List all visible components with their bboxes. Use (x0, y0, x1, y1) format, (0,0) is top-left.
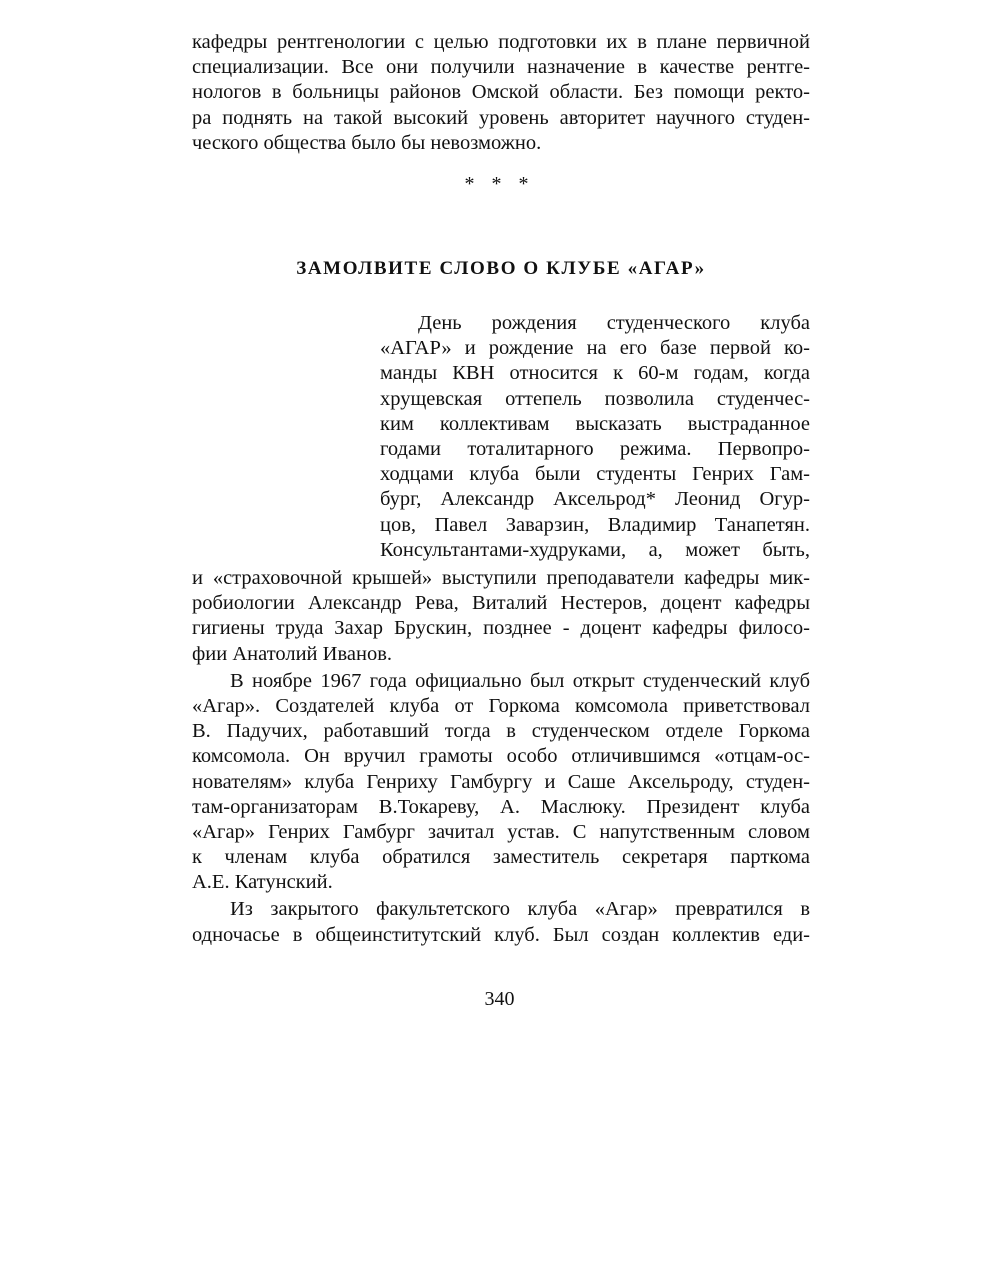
text-line: «Агар» Генрих Гамбург зачитал устав. С напутственным словом (192, 820, 810, 843)
main-text (192, 566, 810, 948)
text-line: манды КВН относится к 60-м годам, когда (380, 362, 810, 385)
section-asterism: * * * (464, 173, 535, 195)
page-number: 340 (484, 988, 515, 1010)
text-line: одночасье в общеинститутский клуб. Был создан коллектив еди- (192, 923, 810, 946)
text-line: ра поднять на такой высокий уровень авторитет научного студен- (192, 106, 810, 129)
text-line: и «страховочной крышей» выступили преподаватели кафедры мик- (192, 567, 810, 589)
text-line: День рождения студенческого клуба (418, 312, 810, 334)
text-line: «Агар». Создателей клуба от Горкома комсомола приветствовал (192, 694, 810, 717)
text-line: там-организаторам В.Токареву, А. Маслюку. Президент клуба (192, 795, 810, 818)
text-line: цов, Павел Заварзин, Владимир Танапетян. (380, 513, 810, 536)
text-line: бург, Александр Аксельрод* Леонид Огур- (380, 488, 810, 511)
text-line: нологов в больницы районов Омской области. Без помощи ректо- (192, 81, 810, 104)
text-line: Консультантами-худруками, а, может быть, (380, 538, 810, 561)
text-line: гигиены труда Захар Брускин, позднее - доцент кафедры филосо- (192, 617, 810, 640)
text-line: фии Анатолий Иванов. (192, 642, 392, 665)
text-line: В ноябре 1967 года официально был открыт студенческий клуб (230, 669, 810, 692)
text-line: годами тоталитарного режима. Первопро- (380, 437, 810, 460)
text-line: кафедры рентгенологии с целью подготовки их в плане первичной (192, 31, 810, 53)
section-heading: ЗАМОЛВИТЕ СЛОВО О КЛУБЕ «АГАР» (296, 258, 706, 279)
text-line: ким коллективам высказать выстраданное (380, 412, 810, 435)
text-line: нователям» клуба Генриху Гамбургу и Саше Аксельроду, студен- (192, 770, 810, 793)
continued-paragraph (192, 30, 810, 156)
text-line: ходцами клуба были студенты Генрих Гам- (380, 463, 810, 486)
text-line: специализации. Все они получили назначение в качестве рентге- (192, 56, 810, 79)
text-line: ческого общества было бы невозможно. (192, 131, 542, 154)
text-line: «АГАР» и рождение на его базе первой ко- (380, 337, 810, 360)
text-line: робиологии Александр Рева, Виталий Нестеров, доцент кафедры (192, 592, 810, 615)
intro-narrow-column (380, 311, 810, 563)
text-line: хрущевская оттепель позволила студенчес- (380, 387, 810, 410)
text-line: В. Падучих, работавший тогда в студенческом отделе Горкома (192, 720, 810, 743)
text-line: к членам клуба обратился заместитель секретаря парткома (192, 846, 810, 869)
text-line: Из закрытого факультетского клуба «Агар» превратился в (230, 898, 810, 921)
text-line: комсомола. Он вручил грамоты особо отличившимся «отцам-ос- (192, 745, 810, 768)
text-line: А.Е. Катунский. (192, 871, 333, 894)
